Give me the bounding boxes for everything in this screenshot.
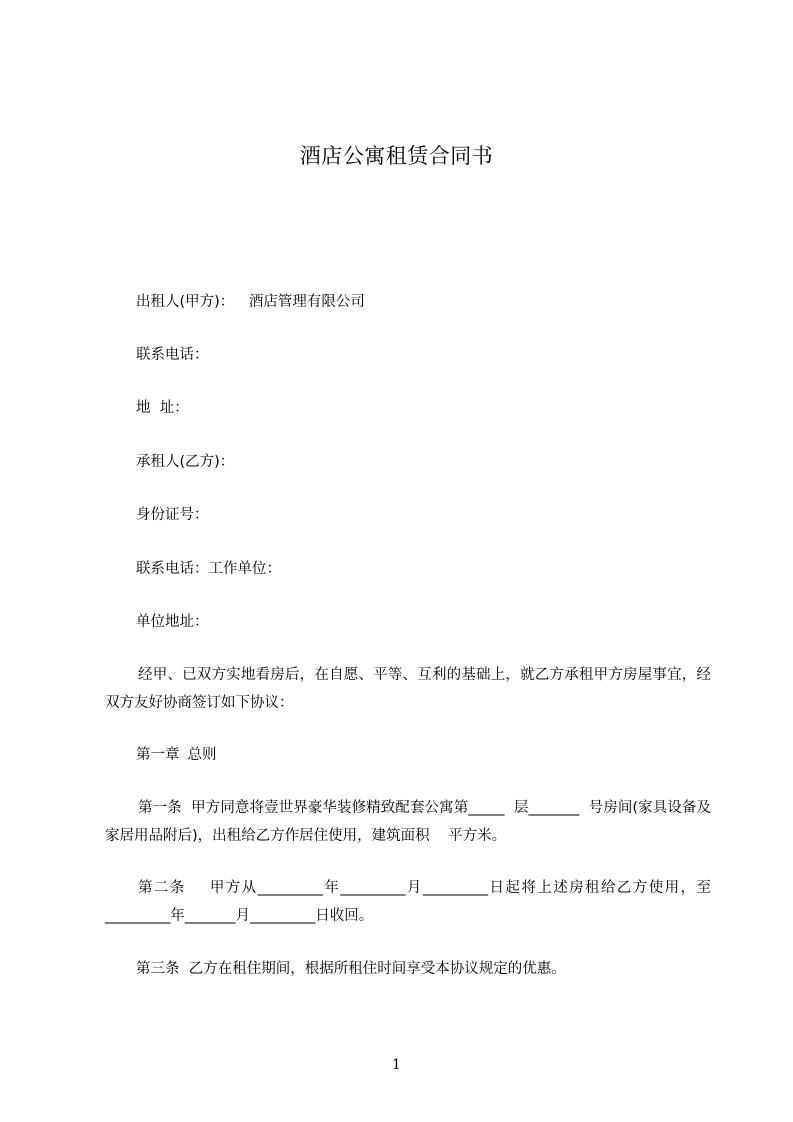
phone-label: 联系电话： xyxy=(136,347,209,363)
article-1-paragraph: 第一条 甲方同意将壹世界豪华装修精致配套公寓第_____ 层_______ 号房间(家具设备及家居用品附后)，出租给乙方作居住使用，建筑面积 平方米。 xyxy=(105,800,711,844)
id-number-label: 身份证号： xyxy=(136,507,209,523)
intro-paragraph: 经甲、已双方实地看房后，在自愿、平等、互利的基础上，就乙方承租甲方房屋事宜，经双方友好协商签订如下协议： xyxy=(105,667,711,711)
lessor-line xyxy=(136,292,365,312)
lessor-label: 出租人(甲方)： xyxy=(136,294,235,310)
chapter-heading xyxy=(136,745,217,765)
chapter-number: 第一章 xyxy=(136,747,180,763)
lessee-label: 承租人(乙方)： xyxy=(136,454,235,470)
chapter-title: 总则 xyxy=(187,747,217,763)
address-label: 地 址： xyxy=(136,400,189,416)
lessor-value: 酒店管理有限公司 xyxy=(248,294,365,310)
work-address-label: 单位地址： xyxy=(136,614,209,630)
page-number: 1 xyxy=(392,1057,401,1073)
phone-work-label: 联系电话：工作单位： xyxy=(136,561,281,577)
document-title: 酒店公寓租赁合同书 xyxy=(299,144,494,168)
article-2-paragraph: 第二条 甲方从_________年_________月_________日起将上述房租给乙方使用，至_________年_______月_________日收回。 xyxy=(105,880,711,924)
article-3-paragraph: 第三条 乙方在租住期间，根据所租住时间享受本协议规定的优惠。 xyxy=(136,961,566,977)
